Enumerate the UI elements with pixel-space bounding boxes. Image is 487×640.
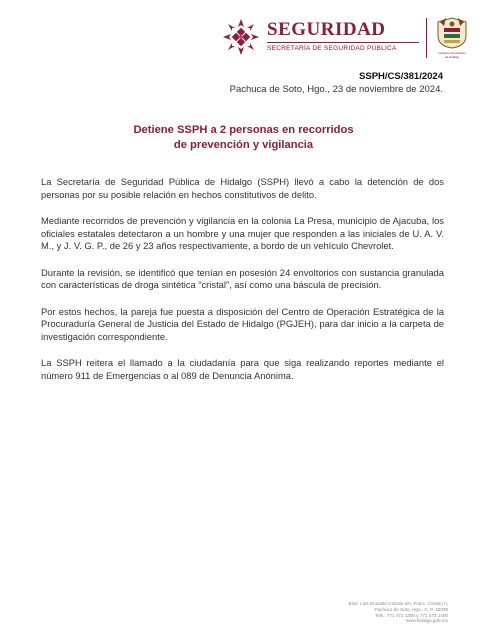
state-seal-icon	[434, 16, 470, 60]
footer-website-link[interactable]: www.hidalgo.gob.mx	[405, 618, 448, 624]
paragraph: La SSPH reitera el llamado a la ciudadanía para que siga realizando reportes mediante el número 911 de Emergencias o al 089 de Denuncia Anónima.	[41, 357, 444, 381]
brand-block	[267, 20, 419, 53]
press-body	[41, 176, 444, 396]
paragraph: Durante la revisión, se identificó que tenían en posesión 24 envoltorios con sustancia granulada con características de droga sintética “cristal”, así como una báscula de precisión.	[41, 266, 444, 290]
footer-line: Pachuca de Soto, Hgo., C. P. 42039	[374, 606, 448, 612]
brand-title: SEGURIDAD	[267, 19, 386, 40]
place-date: Pachuca de Soto, Hgo., 23 de noviembre de 2024.	[229, 84, 443, 95]
paragraph: La Secretaría de Seguridad Pública de Hidalgo (SSPH) llevó a cabo la detención de dos personas por su posible relación en hechos constitutivos de delito.	[41, 176, 444, 200]
brand-rule	[267, 42, 419, 43]
headline-line-1: Detiene SSPH a 2 personas en recorridos	[133, 124, 354, 136]
paragraph: Por estos hechos, la pareja fue puesta a disposición del Centro de Operación Estratégica de la Procuraduría General de Justicia del Estado de Hidalgo (PGJEH), para dar inicio a la carpeta de investigación correspondiente.	[41, 305, 444, 342]
reference-block	[230, 70, 443, 97]
footer-address	[349, 601, 448, 624]
seguridad-emblem-icon	[221, 17, 261, 57]
press-headline	[0, 123, 487, 153]
svg-text:Gobierno del Estado: Gobierno del Estado	[438, 51, 466, 55]
headline-line-2: de prevención y vigilancia	[173, 139, 314, 151]
svg-text:de Hidalgo: de Hidalgo	[444, 55, 460, 59]
brand-subtitle: SECRETARÍA DE SEGURIDAD PÚBLICA	[267, 45, 397, 52]
paragraph: Mediante recorridos de prevención y vigilancia en la colonia La Presa, municipio de Ajacuba, los oficiales estatales detectaron a un hombre y una mujer que responden a las iniciales de U. A. V. M., y J. V. G. P., de 26 y 23 años respectivamente, a bordo de un vehículo Chevrolet.	[41, 215, 444, 251]
letterhead	[0, 6, 487, 66]
header-divider	[426, 18, 427, 58]
document-code: SSPH/CS/381/2024	[359, 71, 443, 82]
footer-line: Tels.: 771 473 1300 y 771 473 1400	[374, 612, 448, 618]
footer-line: Blvd. Luis Donaldo Colosio s/n, Fracc. Colosio II,	[348, 601, 448, 606]
